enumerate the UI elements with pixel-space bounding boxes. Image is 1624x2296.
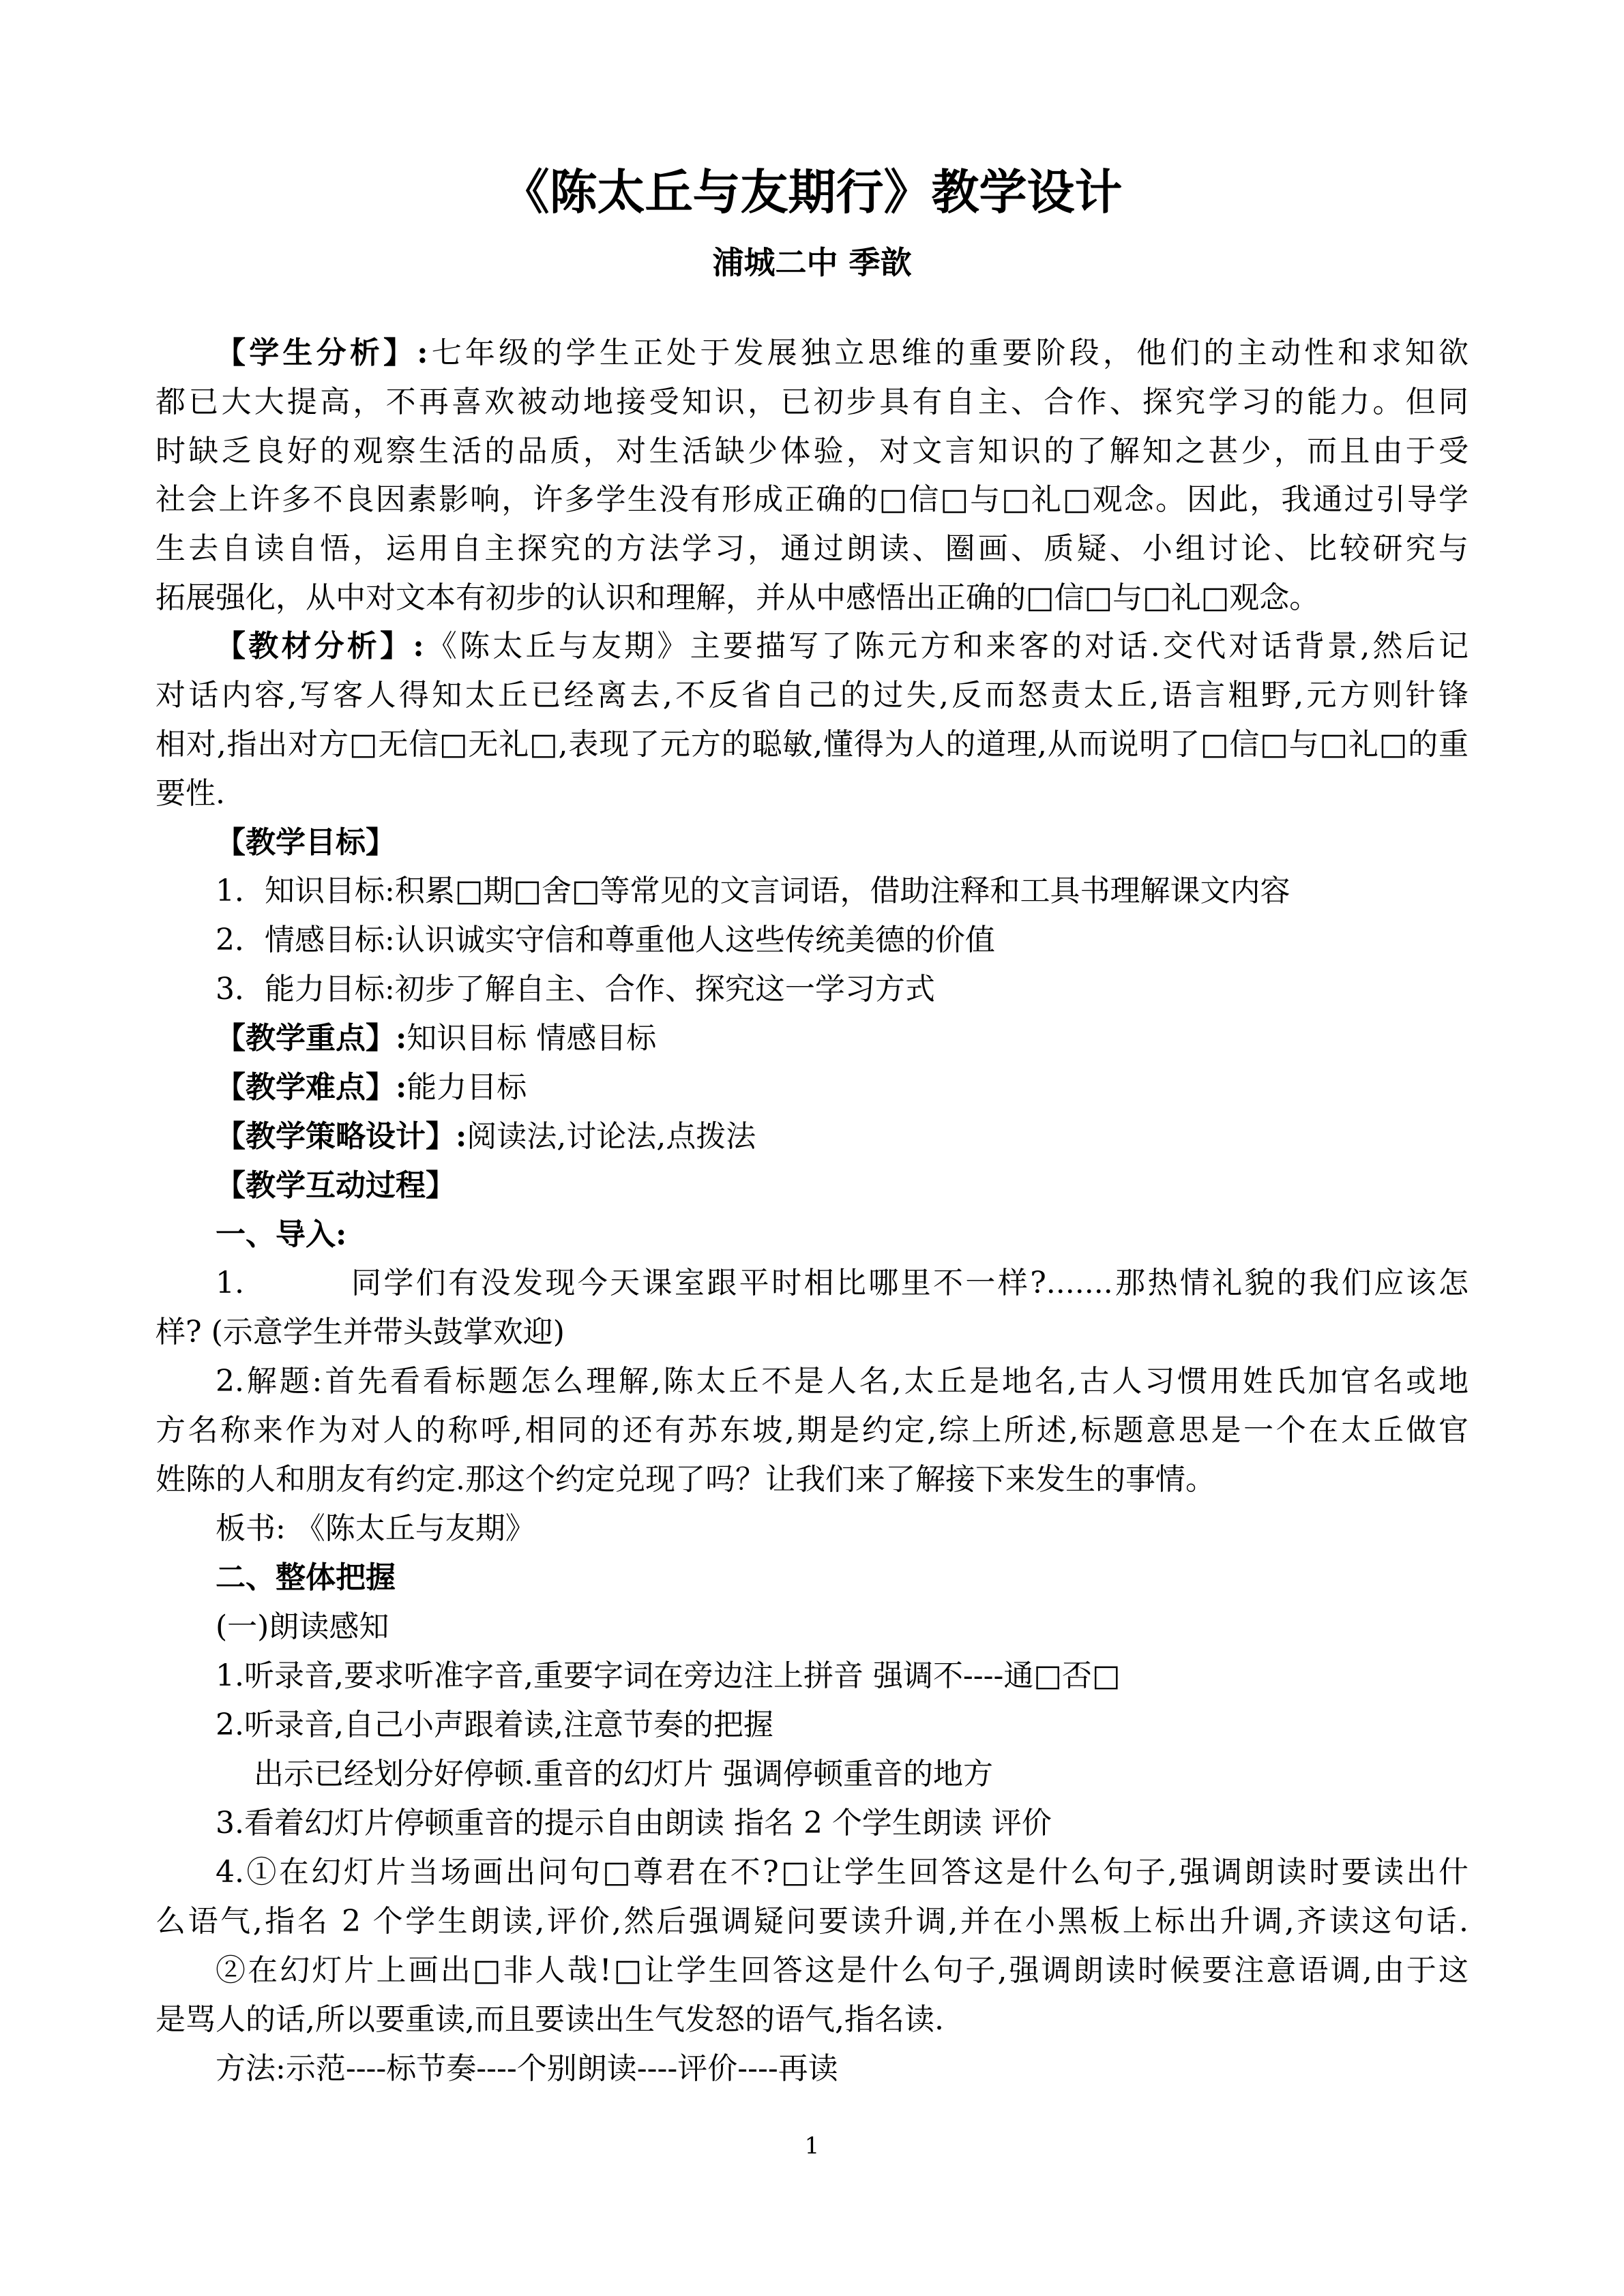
strategy-line [216, 1116, 756, 1157]
textbook-analysis-text: 《陈太丘与友期》主要描写了陈元方和来客的对话.交代对话背景,然后记 [424, 629, 1468, 664]
intro-item-text: 同学们有没发现今天课室跟平时相比哪里不一样?.......那热情礼貌的我们应该怎 [351, 1266, 1468, 1300]
section-heading: 一、导入: [216, 1217, 347, 1252]
intro-item-text: 样? (示意学生并带头鼓掌欢迎) [156, 1315, 565, 1350]
intro-item-number: 1. [216, 1266, 244, 1300]
page-title: 《陈太丘与友期行》教学设计 [501, 164, 1123, 220]
reading-step: 2.听录音,自己小声跟着读,注意节奏的把握 [216, 1708, 773, 1742]
goals-heading: 【教学目标】 [216, 825, 396, 860]
student-analysis-line: 社会上许多不良因素影响，许多学生没有形成正确的□信□与□礼□观念。因此，我通过引导学 [156, 482, 1468, 517]
textbook-analysis-label: 【教材分析】: [216, 629, 424, 664]
student-analysis-line: 生去自读自悟，运用自主探究的方法学习，通过朗读、圈画、质疑、小组讨论、比较研究与 [156, 531, 1468, 566]
student-analysis-text: 七年级的学生正处于发展独立思维的重要阶段，他们的主动性和求知欲 [428, 336, 1468, 370]
reading-step-line: 么语气,指名 2 个学生朗读,评价,然后强调疑问要读升调,并在小黑板上标出升调,齐读这句话. [156, 1904, 1468, 1939]
strategy-label: 【教学策略设计】: [216, 1119, 467, 1154]
reading-step-text: 4.①在幻灯片当场画出问句□尊君在不?□让学生回答这是什么句子,强调朗读时要读出什 [216, 1855, 1468, 1890]
reading-step-line [156, 1950, 1468, 1991]
page-number: 1 [804, 2132, 820, 2160]
author-line: 浦城二中 季歆 [712, 244, 912, 281]
reading-step: 1.听录音,要求听准字音,重要字词在旁边注上拼音 强调不----通□否□ [216, 1658, 1121, 1693]
method-line: 方法:示范----标节奏----个别朗读----评价----再读 [216, 2051, 838, 2086]
title-explanation-line: 姓陈的人和朋友有约定.那这个约定兑现了吗？让我们来了解接下来发生的事情。 [156, 1462, 1215, 1497]
student-analysis-line: 都已大大提高，不再喜欢被动地接受知识，已初步具有自主、合作、探究学习的能力。但同 [156, 385, 1468, 419]
goal-item: 1．知识目标:积累□期□舍□等常见的文言词语，借助注释和工具书理解课文内容 [216, 874, 1290, 908]
difficulties-text: 能力目标 [407, 1070, 527, 1105]
strategy-text: 阅读法,讨论法,点拨法 [467, 1119, 756, 1154]
textbook-analysis-line: 相对,指出对方□无信□无礼□,表现了元方的聪敏,懂得为人的道理,从而说明了□信□与□礼□的重 [156, 727, 1468, 762]
title-explanation-line [156, 1361, 1468, 1402]
difficulties-label: 【教学难点】: [216, 1070, 407, 1105]
reading-step-text: ②在幻灯片上画出□非人哉!□让学生回答这是什么句子,强调朗读时候要注意语调,由于这 [216, 1953, 1468, 1988]
student-analysis-line: 时缺乏良好的观察生活的品质，对生活缺少体验，对文言知识的了解知之甚少，而且由于受 [156, 434, 1468, 468]
goal-item: 2．情感目标:认识诚实守信和尊重他人这些传统美德的价值 [216, 923, 995, 957]
reading-step-line: 是骂人的话,所以要重读,而且要读出生气发怒的语气,指名读. [156, 2002, 944, 2037]
textbook-analysis-line [156, 626, 1468, 667]
key-points-line [216, 1018, 656, 1059]
key-points-text: 知识目标 情感目标 [407, 1021, 657, 1056]
subsection-heading: (一)朗读感知 [216, 1609, 389, 1644]
student-analysis-line: 拓展强化，从中对文本有初步的认识和理解，并从中感悟出正确的□信□与□礼□观念。 [156, 580, 1320, 615]
title-explanation-line: 方名称来作为对人的称呼,相同的还有苏东坡,期是约定,综上所述,标题意思是一个在太丘做官 [156, 1413, 1468, 1448]
process-heading: 【教学互动过程】 [216, 1168, 456, 1203]
title-explanation-text: 2.解题:首先看看标题怎么理解,陈太丘不是人名,太丘是地名,古人习惯用姓氏加官名或地 [216, 1364, 1468, 1399]
textbook-analysis-line: 对话内容,写客人得知太丘已经离去,不反省自己的过失,反而怒责太丘,语言粗野,元方则针锋 [156, 678, 1468, 713]
goal-item: 3．能力目标:初步了解自主、合作、探究这一学习方式 [216, 972, 935, 1007]
section-heading: 二、整体把握 [216, 1560, 396, 1595]
reading-step-line [156, 1852, 1468, 1893]
reading-step-note: 出示已经划分好停顿.重音的幻灯片 强调停顿重音的地方 [254, 1757, 993, 1791]
board-writing: 板书: 《陈太丘与友期》 [216, 1511, 535, 1546]
student-analysis-line [156, 333, 1468, 374]
student-analysis-label: 【学生分析】: [216, 336, 428, 370]
key-points-label: 【教学重点】: [216, 1021, 407, 1056]
difficulties-line [216, 1067, 527, 1108]
reading-step: 3.看着幻灯片停顿重音的提示自由朗读 指名 2 个学生朗读 评价 [216, 1806, 1052, 1840]
textbook-analysis-line: 要性. [156, 776, 225, 811]
